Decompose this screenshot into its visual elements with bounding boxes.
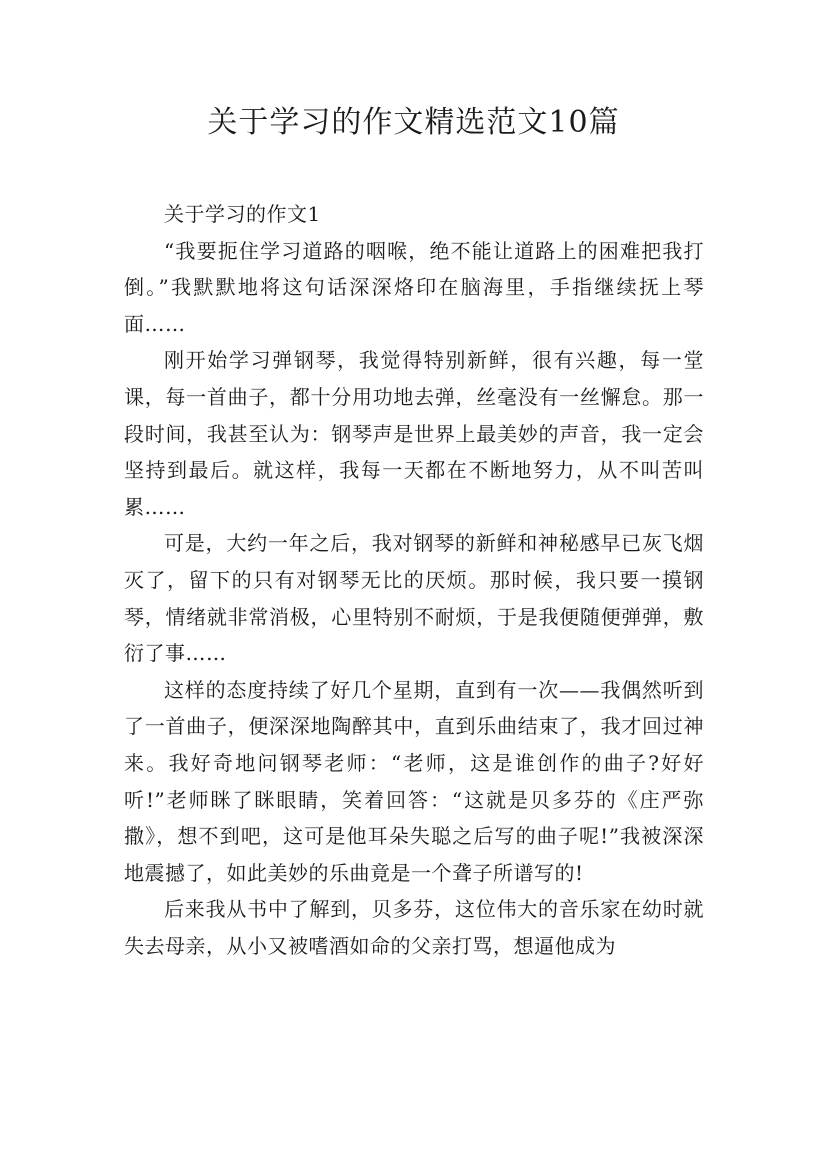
section-heading: 关于学习的作文1 [164, 202, 321, 226]
paragraph-5: 后来我从书中了解到，贝多芬，这位伟大的音乐家在幼时就失去母亲，从小又被嗜酒如命的父亲打骂，想逼他成为 [124, 897, 704, 958]
paragraph-2: 刚开始学习弹钢琴，我觉得特别新鲜，很有兴趣，每一堂课，每一首曲子，都十分用功地去弹，丝毫没有一丝懈怠。那一段时间，我甚至认为：钢琴声是世界上最美妙的声音，我一定会坚持到最后。就这样，我每一天都在不断地努力，从不叫苦叫累…… [124, 348, 704, 519]
document-title: 关于学习的作文精选范文10篇 [207, 105, 620, 140]
document-body [124, 196, 704, 964]
paragraph-1: “我要扼住学习道路的咽喉，绝不能让道路上的困难把我打倒。”我默默地将这句话深深烙印在脑海里，手指继续抚上琴面…… [124, 238, 704, 336]
paragraph-4: 这样的态度持续了好几个星期，直到有一次——我偶然听到了一首曲子，便深深地陶醉其中，直到乐曲结束了，我才回过神来。我好奇地问钢琴老师：“老师，这是谁创作的曲子?好好听!”老师眯了眯眼睛，笑着回答：“这就是贝多芬的《庄严弥撒》，想不到吧，这可是他耳朵失聪之后写的曲子呢!”我被深深地震撼了，如此美妙的乐曲竟是一个聋子所谱写的! [124, 677, 704, 885]
paragraph-3: 可是，大约一年之后，我对钢琴的新鲜和神秘感早已灰飞烟灭了，留下的只有对钢琴无比的厌烦。那时候，我只要一摸钢琴，情绪就非常消极，心里特别不耐烦，于是我便随便弹弹，敷衍了事…… [124, 531, 704, 666]
